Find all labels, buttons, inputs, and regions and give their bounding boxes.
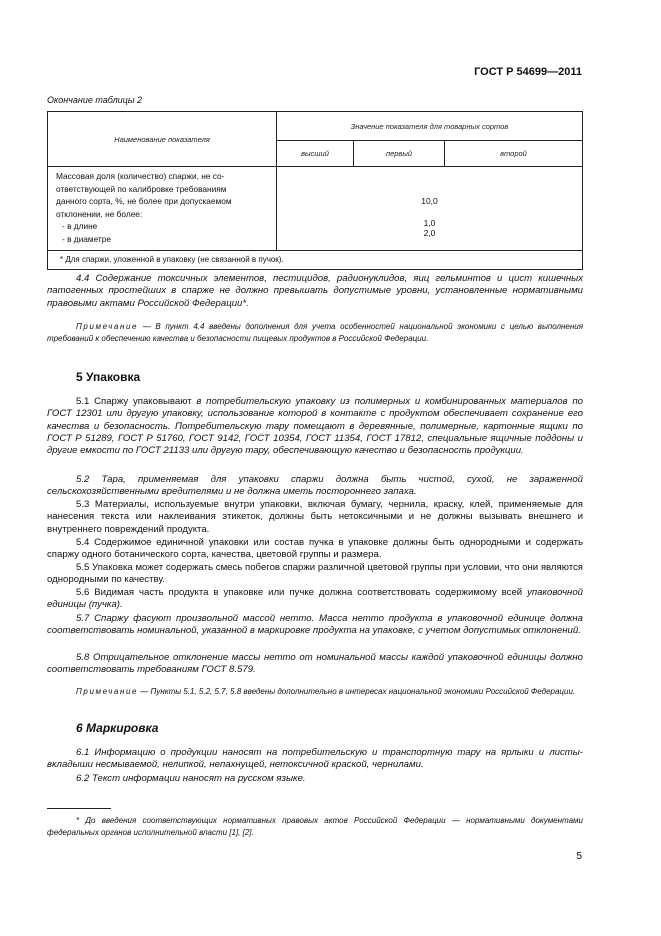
paragraph-5-7: 5.7 Спаржу фасуют произвольной массой нетто. Масса нетто продукта в упаковочной единице должна соответствовать номинальной, указанной в маркировке продукта на упаковке, с учетом допустимых отклонений. <box>47 613 583 637</box>
note-text: — Пункты 5.1, 5.2, 5.7, 5.8 введены дополнительно в интересах национальной экономики Российской Федерации. <box>138 687 576 696</box>
paragraph-4-4: 4.4 Содержание токсичных элементов, пестицидов, радионуклидов, яиц гельминтов и цист кишечных патогенных простейших в спарже не должно превышать допустимые уровни, установленные нормативными правовыми актами Российской Федерации*. <box>47 273 583 309</box>
paragraph-5-3: 5.3 Материалы, используемые внутри упаковки, включая бумагу, чернила, краску, клей, применяемые для нанесения текста или наклеивания этикеток, должны быть нетоксичными и не должны вызывать внешнего и внутреннего повреждений продукта. <box>47 499 583 535</box>
p5-6-tail: упаковочной единицы (пучка). <box>47 587 583 611</box>
table-footnote: * Для спаржи, уложенной в упаковку (не связанной в пучок). <box>48 251 583 270</box>
values-cell <box>277 167 583 251</box>
row-line: - в диаметре <box>62 233 111 244</box>
paragraph-6-2: 6.2 Текст информации наносят на русском языке. <box>76 773 306 784</box>
row-line: ответствующей по калибровке требованиям <box>56 183 227 194</box>
paragraph-5-1 <box>47 396 583 457</box>
page-footnote: * До введения соответствующих нормативных правовых актов Российской Федерации — нормативными документами федеральных органов исполнительной власти [1], [2]. <box>47 816 583 837</box>
footnote-separator <box>47 808 111 809</box>
paragraph-5-4: 5.4 Содержимое единичной упаковки или состав пучка в упаковке должны быть однородными и содержать спаржу одного ботанического сорта, качества, цветовой группы и размера. <box>47 537 583 561</box>
row-line: данного сорта, %, не более при допускаемом <box>56 196 232 206</box>
row-line: отклонении, не более: <box>56 208 143 219</box>
page-number: 5 <box>576 851 582 862</box>
paragraph-5-8: 5.8 Отрицательное отклонение массы нетто от номинальной массы каждой упаковочной единицы должно соответствовать требованиям ГОСТ 8.579. <box>47 652 583 676</box>
note-label: Примечание <box>76 322 139 331</box>
p5-1-body: в потребительскую упаковку из полимерных и комбинированных материалов по ГОСТ 12301 или другую упаковку, использование которой в контакте с продуктом обеспечивает сохранение его качества и безопасность. Потребительскую тару помещают в деревянные, полимерные, картонные ящики по ГОСТ Р 51289, ГОСТ Р 51760, ГОСТ 9142, ГОСТ 10354, ГОСТ 11354, ГОСТ 17812, специальные ящичные поддоны и другие емкости по ГОСТ 21133 или другую тару, обеспечивающую качество и безопасность продукции. <box>47 396 583 457</box>
col-header-grade: высший <box>277 141 354 167</box>
paragraph-5-5: 5.5 Упаковка может содержать смесь побегов спаржи различной цветовой группы при условии, что они являются однородными по качеству. <box>47 562 583 586</box>
table-continuation-caption: Окончание таблицы 2 <box>47 95 142 105</box>
col-header-grade: первый <box>354 141 445 167</box>
note-text: — В пункт 4.4 введены дополнения для учета особенностей национальной экономики с целью выполнения требований к обеспечению качества и безопасности пищевых продуктов в Российской Федерации. <box>47 322 583 343</box>
p5-6-lead: 5.6 Видимая часть продукта в упаковке или пучке должна соответствовать содержимому всей <box>76 587 528 598</box>
row-line: Массовая доля (количество) спаржи, не со- <box>56 171 225 181</box>
value-length: 1,0 <box>423 218 436 228</box>
note-1 <box>47 321 583 344</box>
value-total: 10,0 <box>421 196 438 206</box>
paragraph-5-2: 5.2 Тара, применяемая для упаковки спаржи должна быть чистой, сухой, не зараженной сельскохозяйственными вредителями и не должна иметь постороннего запаха. <box>47 474 583 498</box>
standard-number: ГОСТ Р 54699—2011 <box>474 66 582 78</box>
row-line: - в длине <box>62 221 98 231</box>
section-6-heading: 6 Маркировка <box>76 721 159 735</box>
section-5-heading: 5 Упаковка <box>76 370 141 384</box>
col-header-grade: второй <box>445 141 583 167</box>
table-2 <box>47 111 583 270</box>
col-header-name: Наименование показателя <box>48 112 277 167</box>
note-2 <box>47 686 583 698</box>
paragraph-5-6 <box>47 587 583 612</box>
paragraph-6-1: 6.1 Информацию о продукции наносят на потребительскую и транспортную тару на ярлыки и листы-вкладыши несмываемой, нелипкой, непахнущей, нетоксичной краской, чернилами. <box>47 747 583 771</box>
col-header-group: Значение показателя для товарных сортов <box>277 112 583 141</box>
p5-1-lead: 5.1 Спаржу упаковывают <box>76 396 197 407</box>
value-diameter: 2,0 <box>423 228 436 238</box>
note-label: Примечание <box>76 687 139 696</box>
row-name-cell <box>48 167 277 251</box>
